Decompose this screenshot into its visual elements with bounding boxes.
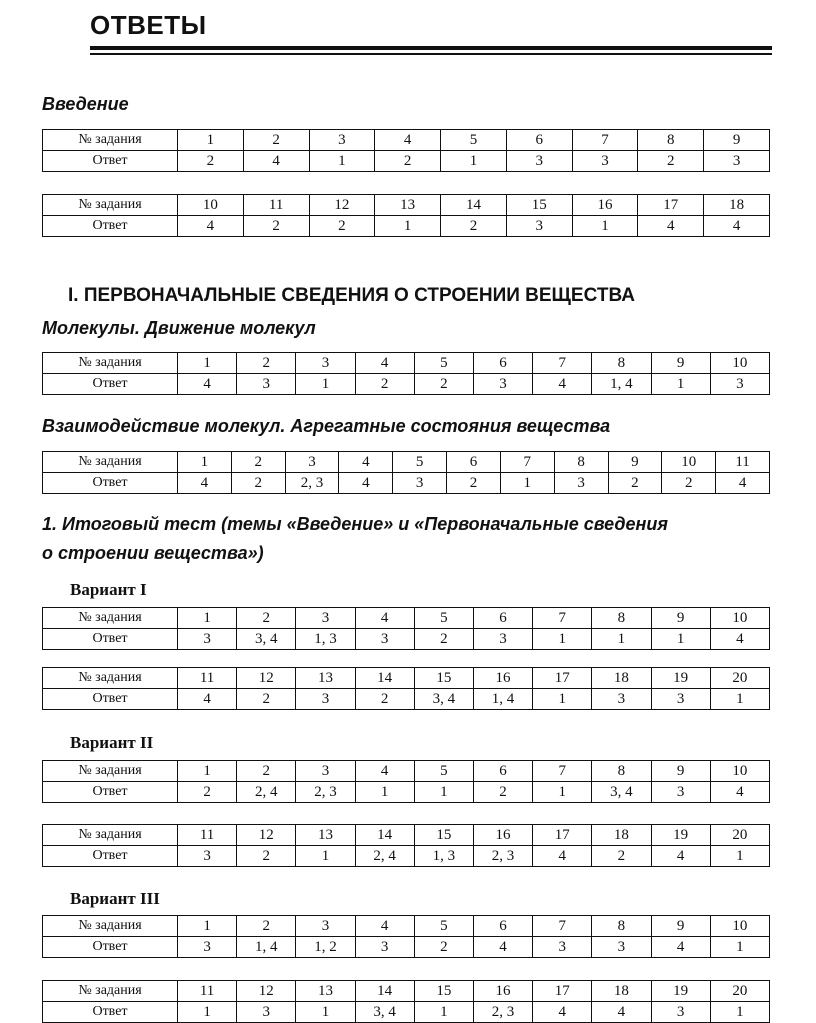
tasks-cell: 1: [178, 916, 237, 937]
answers-cell: 2, 4: [355, 846, 414, 867]
tasks-cell: 20: [710, 668, 769, 689]
tasks-cell: 1: [178, 353, 237, 374]
answers-cell: 1: [710, 689, 769, 710]
tasks-cell: 12: [237, 981, 296, 1002]
tasks-cell: 9: [651, 761, 710, 782]
answers-cell: 1: [296, 1002, 355, 1023]
tasks-cell: 11: [178, 825, 237, 846]
tasks-cell: 20: [710, 825, 769, 846]
answers-cell: 1: [592, 629, 651, 650]
answers-cell: 3: [710, 374, 769, 395]
tasks-cell: 2: [237, 353, 296, 374]
answer-row: [43, 151, 770, 172]
answers-cell: 4: [339, 473, 393, 494]
variant-1-table-1: [42, 607, 770, 650]
tasks-cell: 10: [710, 608, 769, 629]
answer-row: [43, 374, 770, 395]
answers-cell: 4: [651, 846, 710, 867]
tasks-cell: 6: [447, 452, 501, 473]
tasks-cell: 16: [473, 668, 532, 689]
title-rule-thick: [90, 46, 772, 50]
tasks-cell: 4: [355, 916, 414, 937]
answers-cell: 4: [533, 1002, 592, 1023]
answers-cell: 2, 4: [237, 782, 296, 803]
tasks-cell: 2: [237, 608, 296, 629]
tasks-cell: 2: [237, 916, 296, 937]
answers-cell: 4: [473, 937, 532, 958]
answers-cell: 4: [716, 473, 770, 494]
tasks-cell: 9: [704, 130, 770, 151]
answers-cell: 1: [533, 782, 592, 803]
answers-cell: 3: [355, 629, 414, 650]
tasks-cell: 10: [710, 916, 769, 937]
tasks-cell: 4: [375, 130, 441, 151]
answers-cell: 3: [592, 689, 651, 710]
final-test-heading-line1: 1. Итоговый тест (темы «Введение» и «Первоначальные сведения: [42, 514, 668, 534]
answers-cell: 4: [533, 374, 592, 395]
answers-cell: 4: [178, 216, 244, 237]
tasks-cell: 17: [533, 981, 592, 1002]
tasks-cell: 19: [651, 825, 710, 846]
task-number-row: [43, 195, 770, 216]
answers-cell: 4: [651, 937, 710, 958]
intro-table-2: [42, 194, 770, 237]
answers-cell: 1: [500, 473, 554, 494]
tasks-cell: 9: [651, 608, 710, 629]
task-number-row-label: № задания: [43, 916, 178, 937]
variant-2-heading: Вариант II: [70, 733, 154, 752]
answers-cell: 3: [178, 937, 237, 958]
answers-cell: 3: [506, 216, 572, 237]
tasks-cell: 6: [473, 761, 532, 782]
interaction-heading: Взаимодействие молекул. Агрегатные состояния вещества: [42, 416, 611, 436]
answers-cell: 3: [473, 629, 532, 650]
answer-row-label: Ответ: [43, 782, 178, 803]
tasks-cell: 16: [572, 195, 638, 216]
task-number-row-label: № задания: [43, 452, 178, 473]
answer-row: [43, 629, 770, 650]
tasks-cell: 18: [704, 195, 770, 216]
answer-row: [43, 937, 770, 958]
tasks-cell: 7: [500, 452, 554, 473]
tasks-cell: 8: [592, 353, 651, 374]
answers-cell: 1: [414, 782, 473, 803]
answers-cell: 4: [710, 782, 769, 803]
tasks-cell: 8: [554, 452, 608, 473]
tasks-cell: 19: [651, 981, 710, 1002]
tasks-cell: 11: [243, 195, 309, 216]
tasks-cell: 6: [473, 608, 532, 629]
task-number-row: [43, 608, 770, 629]
answers-cell: 2, 3: [473, 1002, 532, 1023]
task-number-row: [43, 130, 770, 151]
answers-cell: 2: [592, 846, 651, 867]
answers-cell: 1, 3: [414, 846, 473, 867]
tasks-cell: 5: [414, 353, 473, 374]
tasks-cell: 13: [296, 825, 355, 846]
tasks-cell: 10: [710, 353, 769, 374]
answers-cell: 3: [393, 473, 447, 494]
answers-cell: 1: [296, 374, 355, 395]
task-number-row-label: № задания: [43, 195, 178, 216]
answers-cell: 2: [414, 374, 473, 395]
answer-row-label: Ответ: [43, 1002, 178, 1023]
task-number-row-label: № задания: [43, 761, 178, 782]
answers-cell: 4: [638, 216, 704, 237]
tasks-cell: 10: [710, 761, 769, 782]
answers-cell: 4: [710, 629, 769, 650]
tasks-cell: 6: [506, 130, 572, 151]
interaction-table: [42, 451, 770, 494]
variant-3-heading: Вариант III: [70, 889, 160, 908]
answers-cell: 2: [447, 473, 501, 494]
tasks-cell: 14: [355, 981, 414, 1002]
answers-cell: 2: [237, 846, 296, 867]
tasks-cell: 18: [592, 825, 651, 846]
tasks-cell: 4: [339, 452, 393, 473]
answers-cell: 2: [473, 782, 532, 803]
tasks-cell: 5: [414, 916, 473, 937]
tasks-cell: 1: [178, 130, 244, 151]
answer-row-label: Ответ: [43, 689, 178, 710]
tasks-cell: 17: [533, 825, 592, 846]
answers-cell: 2: [355, 374, 414, 395]
tasks-cell: 5: [414, 761, 473, 782]
tasks-cell: 14: [355, 825, 414, 846]
answers-cell: 3: [355, 937, 414, 958]
answers-cell: 1, 4: [592, 374, 651, 395]
answers-cell: 2, 3: [296, 782, 355, 803]
title-rule-thin: [90, 53, 772, 55]
task-number-row-label: № задания: [43, 825, 178, 846]
answers-cell: 4: [178, 374, 237, 395]
tasks-cell: 13: [296, 981, 355, 1002]
answers-cell: 3: [651, 1002, 710, 1023]
answer-row: [43, 846, 770, 867]
answers-cell: 1: [441, 151, 507, 172]
task-number-row-label: № задания: [43, 353, 178, 374]
tasks-cell: 11: [178, 981, 237, 1002]
tasks-cell: 15: [414, 825, 473, 846]
variant-2-table-1: [42, 760, 770, 803]
task-number-row-label: № задания: [43, 668, 178, 689]
answers-cell: 2: [414, 937, 473, 958]
tasks-cell: 8: [592, 761, 651, 782]
answers-cell: 2: [375, 151, 441, 172]
answers-cell: 2, 3: [473, 846, 532, 867]
tasks-cell: 8: [638, 130, 704, 151]
tasks-cell: 3: [309, 130, 375, 151]
tasks-cell: 1: [178, 452, 232, 473]
tasks-cell: 14: [441, 195, 507, 216]
tasks-cell: 3: [296, 761, 355, 782]
answers-cell: 3: [651, 782, 710, 803]
answers-cell: 3, 4: [355, 1002, 414, 1023]
answers-cell: 1: [651, 374, 710, 395]
tasks-cell: 5: [441, 130, 507, 151]
intro-heading: Введение: [42, 94, 129, 114]
answers-cell: 3: [554, 473, 608, 494]
tasks-cell: 7: [533, 353, 592, 374]
answers-cell: 1: [375, 216, 441, 237]
task-number-row-label: № задания: [43, 981, 178, 1002]
task-number-row: [43, 353, 770, 374]
tasks-cell: 14: [355, 668, 414, 689]
tasks-cell: 4: [355, 353, 414, 374]
task-number-row: [43, 452, 770, 473]
answer-row-label: Ответ: [43, 629, 178, 650]
tasks-cell: 2: [243, 130, 309, 151]
answers-cell: 1: [414, 1002, 473, 1023]
tasks-cell: 3: [296, 916, 355, 937]
tasks-cell: 1: [178, 761, 237, 782]
answers-cell: 2: [309, 216, 375, 237]
intro-table-1: [42, 129, 770, 172]
tasks-cell: 9: [651, 353, 710, 374]
tasks-cell: 5: [414, 608, 473, 629]
answers-cell: 3: [237, 1002, 296, 1023]
answers-cell: 4: [178, 473, 232, 494]
task-number-row: [43, 761, 770, 782]
answer-row: [43, 689, 770, 710]
answers-cell: 3: [237, 374, 296, 395]
tasks-cell: 12: [309, 195, 375, 216]
task-number-row: [43, 916, 770, 937]
answers-cell: 2: [237, 689, 296, 710]
tasks-cell: 2: [231, 452, 285, 473]
tasks-cell: 11: [178, 668, 237, 689]
tasks-cell: 12: [237, 668, 296, 689]
tasks-cell: 7: [533, 608, 592, 629]
answer-row-label: Ответ: [43, 151, 178, 172]
tasks-cell: 2: [237, 761, 296, 782]
answers-cell: 1: [533, 629, 592, 650]
answers-cell: 4: [533, 846, 592, 867]
answers-cell: 1: [178, 1002, 237, 1023]
variant-1-table-2: [42, 667, 770, 710]
tasks-cell: 13: [296, 668, 355, 689]
answers-cell: 3, 4: [592, 782, 651, 803]
molecules-heading: Молекулы. Движение молекул: [42, 318, 316, 338]
answers-cell: 2: [414, 629, 473, 650]
answers-cell: 4: [243, 151, 309, 172]
variant-3-table-2: [42, 980, 770, 1023]
tasks-cell: 15: [414, 981, 473, 1002]
answers-cell: 4: [704, 216, 770, 237]
answers-cell: 3: [572, 151, 638, 172]
final-test-heading-line2: о строении вещества»): [42, 543, 264, 563]
tasks-cell: 16: [473, 981, 532, 1002]
tasks-cell: 4: [355, 608, 414, 629]
answers-cell: 1: [710, 846, 769, 867]
answers-cell: 3: [296, 689, 355, 710]
answers-cell: 2: [178, 782, 237, 803]
answers-cell: 1: [651, 629, 710, 650]
answers-cell: 4: [592, 1002, 651, 1023]
answers-cell: 1, 4: [237, 937, 296, 958]
part1-heading: I. ПЕРВОНАЧАЛЬНЫЕ СВЕДЕНИЯ О СТРОЕНИИ ВЕЩЕСТВА: [68, 285, 635, 306]
answers-cell: 2: [231, 473, 285, 494]
answers-cell: 3, 4: [414, 689, 473, 710]
answers-cell: 3: [178, 846, 237, 867]
answers-cell: 1, 4: [473, 689, 532, 710]
tasks-cell: 10: [178, 195, 244, 216]
answer-row: [43, 1002, 770, 1023]
tasks-cell: 15: [506, 195, 572, 216]
tasks-cell: 18: [592, 668, 651, 689]
tasks-cell: 19: [651, 668, 710, 689]
answer-row-label: Ответ: [43, 374, 178, 395]
tasks-cell: 3: [296, 608, 355, 629]
tasks-cell: 11: [716, 452, 770, 473]
variant-1-heading: Вариант I: [70, 580, 147, 599]
answer-row-label: Ответ: [43, 216, 178, 237]
answer-row-label: Ответ: [43, 846, 178, 867]
tasks-cell: 10: [662, 452, 716, 473]
tasks-cell: 3: [285, 452, 339, 473]
answers-cell: 1, 2: [296, 937, 355, 958]
tasks-cell: 8: [592, 916, 651, 937]
answers-cell: 2: [355, 689, 414, 710]
tasks-cell: 13: [375, 195, 441, 216]
tasks-cell: 15: [414, 668, 473, 689]
tasks-cell: 4: [355, 761, 414, 782]
tasks-cell: 7: [533, 916, 592, 937]
task-number-row: [43, 668, 770, 689]
answers-cell: 1: [710, 1002, 769, 1023]
answers-cell: 2: [662, 473, 716, 494]
tasks-cell: 7: [533, 761, 592, 782]
tasks-cell: 17: [638, 195, 704, 216]
answers-cell: 3: [533, 937, 592, 958]
tasks-cell: 8: [592, 608, 651, 629]
tasks-cell: 20: [710, 981, 769, 1002]
answer-row: [43, 473, 770, 494]
answer-row: [43, 216, 770, 237]
tasks-cell: 17: [533, 668, 592, 689]
answers-cell: 3: [473, 374, 532, 395]
answer-row: [43, 782, 770, 803]
tasks-cell: 5: [393, 452, 447, 473]
answers-cell: 4: [178, 689, 237, 710]
answers-cell: 3: [178, 629, 237, 650]
variant-2-table-2: [42, 824, 770, 867]
answers-cell: 1: [533, 689, 592, 710]
answers-cell: 2: [608, 473, 662, 494]
answers-cell: 1, 3: [296, 629, 355, 650]
answers-cell: 1: [355, 782, 414, 803]
tasks-cell: 3: [296, 353, 355, 374]
task-number-row-label: № задания: [43, 130, 178, 151]
tasks-cell: 7: [572, 130, 638, 151]
answers-cell: 3: [506, 151, 572, 172]
answers-cell: 3, 4: [237, 629, 296, 650]
tasks-cell: 6: [473, 916, 532, 937]
task-number-row: [43, 825, 770, 846]
answers-cell: 1: [296, 846, 355, 867]
answers-cell: 2: [638, 151, 704, 172]
answers-cell: 2: [441, 216, 507, 237]
answers-cell: 1: [710, 937, 769, 958]
molecules-table: [42, 352, 770, 395]
tasks-cell: 9: [651, 916, 710, 937]
page-title: ОТВЕТЫ: [90, 10, 207, 40]
tasks-cell: 1: [178, 608, 237, 629]
tasks-cell: 6: [473, 353, 532, 374]
task-number-row: [43, 981, 770, 1002]
answers-cell: 1: [572, 216, 638, 237]
answers-cell: 2, 3: [285, 473, 339, 494]
answer-row-label: Ответ: [43, 937, 178, 958]
tasks-cell: 16: [473, 825, 532, 846]
tasks-cell: 12: [237, 825, 296, 846]
answers-cell: 2: [178, 151, 244, 172]
answers-cell: 2: [243, 216, 309, 237]
answer-row-label: Ответ: [43, 473, 178, 494]
answers-cell: 3: [592, 937, 651, 958]
task-number-row-label: № задания: [43, 608, 178, 629]
answers-cell: 3: [651, 689, 710, 710]
answers-cell: 3: [704, 151, 770, 172]
answers-cell: 1: [309, 151, 375, 172]
tasks-cell: 18: [592, 981, 651, 1002]
tasks-cell: 9: [608, 452, 662, 473]
variant-3-table-1: [42, 915, 770, 958]
